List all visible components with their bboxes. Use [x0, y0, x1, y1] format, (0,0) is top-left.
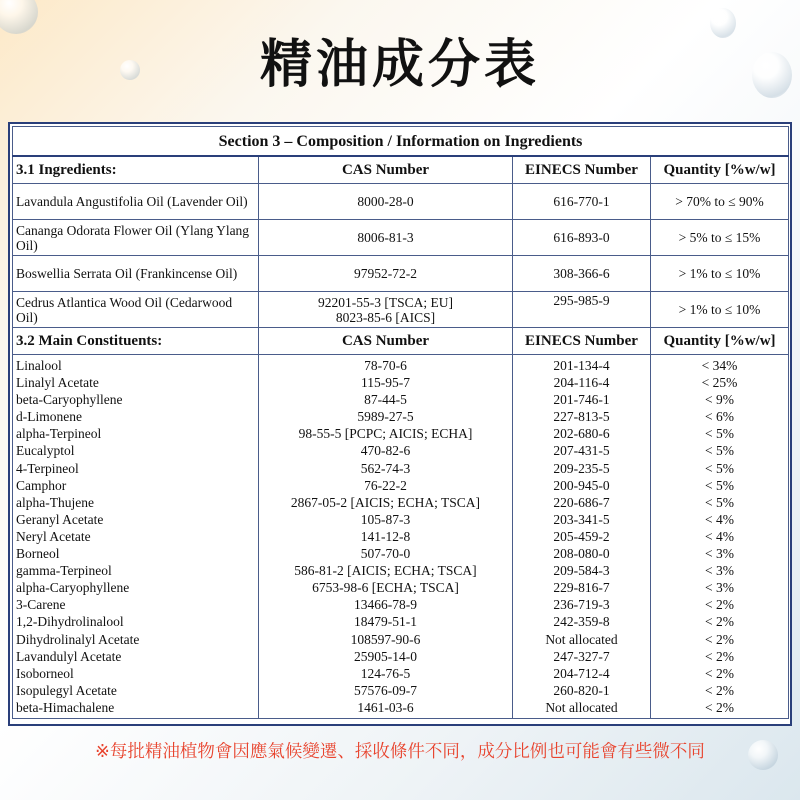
constituent-einecs: 204-712-4 — [553, 665, 610, 681]
constituent-cas: 562-74-3 — [360, 460, 411, 476]
composition-table — [12, 126, 789, 719]
constituent-einecs: 201-746-1 — [553, 392, 610, 408]
constituent-quantity: < 5% — [705, 460, 735, 476]
constituent-names-column — [13, 355, 259, 719]
constituent-name: Linalyl Acetate — [16, 375, 99, 391]
constituent-einecs: Not allocated — [545, 631, 618, 647]
constituent-cas: 1461-03-6 — [357, 699, 414, 715]
constituent-cas: 124-76-5 — [360, 665, 411, 681]
section-title: Section 3 – Composition / Information on Ingredients — [13, 127, 789, 157]
constituent-quantity: < 3% — [705, 563, 735, 579]
constituent-quantity-column — [651, 355, 789, 719]
ingredient-einecs: 295-985-9 — [513, 292, 651, 328]
constituent-einecs: 204-116-4 — [553, 375, 610, 391]
ingredient-row — [13, 292, 789, 328]
constituent-einecs: 227-813-5 — [553, 409, 610, 425]
einecs-number-header: EINECS Number — [513, 328, 651, 355]
ingredient-einecs: 616-770-1 — [513, 184, 651, 220]
ingredient-einecs: 308-366-6 — [513, 256, 651, 292]
ingredient-cas-line: 92201-55-3 [TSCA; EU] — [318, 294, 453, 310]
constituents-header-row — [13, 328, 789, 355]
constituent-einecs: 202-680-6 — [553, 426, 610, 442]
constituent-quantity: < 2% — [705, 614, 735, 630]
ingredient-quantity: > 1% to ≤ 10% — [651, 256, 789, 292]
constituent-name: alpha-Caryophyllene — [16, 580, 130, 596]
ingredient-name: Lavandula Angustifolia Oil (Lavender Oil) — [13, 184, 259, 220]
einecs-number-header: EINECS Number — [513, 156, 651, 184]
constituent-cas: 141-12-8 — [360, 528, 411, 544]
constituent-quantity: < 4% — [705, 511, 735, 527]
constituent-cas: 18479-51-1 — [354, 614, 417, 630]
constituent-name: Geranyl Acetate — [16, 511, 104, 527]
constituent-cas-column — [259, 355, 513, 719]
constituent-einecs: 208-080-0 — [553, 546, 610, 562]
constituent-name: alpha-Terpineol — [16, 426, 102, 442]
constituent-name: Isoborneol — [16, 665, 74, 681]
constituent-quantity: < 6% — [705, 409, 735, 425]
constituent-cas: 2867-05-2 [AICIS; ECHA; TSCA] — [290, 494, 481, 510]
quantity-header: Quantity [%w/w] — [651, 156, 789, 184]
constituent-einecs: 260-820-1 — [553, 682, 610, 698]
quantity-header: Quantity [%w/w] — [651, 328, 789, 355]
constituent-quantity: < 3% — [705, 546, 735, 562]
constituent-cas: 78-70-6 — [364, 358, 407, 373]
constituent-name: beta-Himachalene — [16, 699, 115, 715]
constituent-quantity: < 5% — [705, 477, 735, 493]
constituent-quantity: < 2% — [705, 699, 735, 715]
composition-table-frame — [8, 122, 792, 726]
constituent-cas: 507-70-0 — [360, 546, 411, 562]
constituent-cas: 6753-98-6 [ECHA; TSCA] — [312, 580, 459, 596]
constituent-cas: 115-95-7 — [361, 375, 410, 391]
ingredient-cas: 8000-28-0 — [259, 184, 513, 220]
constituent-cas: 586-81-2 [AICIS; ECHA; TSCA] — [294, 563, 477, 579]
constituent-quantity: < 9% — [705, 392, 735, 408]
footnote: ※每批精油植物會因應氣候變遷、採收條件不同，成分比例也可能會有些微不同 — [95, 742, 705, 762]
ingredient-cas-line: 8023-85-6 [AICS] — [335, 309, 436, 325]
constituent-einecs: 236-719-3 — [553, 597, 610, 613]
constituents-header: 3.2 Main Constituents: — [13, 328, 259, 355]
constituent-cas: 108597-90-6 — [350, 631, 421, 647]
ingredient-row — [13, 184, 789, 220]
constituent-einecs: 229-816-7 — [553, 580, 610, 596]
constituent-einecs: 220-686-7 — [553, 494, 610, 510]
ingredient-name: Cedrus Atlantica Wood Oil (Cedarwood Oil) — [13, 292, 259, 328]
ingredient-quantity: > 5% to ≤ 15% — [651, 220, 789, 256]
ingredients-header: 3.1 Ingredients: — [13, 156, 259, 184]
ingredient-einecs: 616-893-0 — [513, 220, 651, 256]
constituent-quantity: < 2% — [705, 631, 735, 647]
constituents-body-row — [13, 355, 789, 719]
constituent-name: Neryl Acetate — [16, 528, 91, 544]
constituent-name: Eucalyptol — [16, 443, 75, 459]
constituent-quantity: < 25% — [701, 375, 738, 391]
constituent-einecs: Not allocated — [545, 699, 618, 715]
ingredient-row — [13, 220, 789, 256]
constituent-name: Dihydrolinalyl Acetate — [16, 631, 140, 647]
constituent-cas: 57576-09-7 — [354, 682, 417, 698]
ingredient-name: Cananga Odorata Flower Oil (Ylang Ylang Oil) — [13, 220, 259, 256]
constituent-name: Isopulegyl Acetate — [16, 682, 117, 698]
ingredient-cas: 97952-72-2 — [259, 256, 513, 292]
constituent-name: 1,2-Dihydrolinalool — [16, 614, 124, 630]
constituent-cas: 76-22-2 — [364, 477, 407, 493]
constituent-quantity: < 2% — [705, 682, 735, 698]
constituent-name: 3-Carene — [16, 597, 66, 613]
constituent-einecs: 242-359-8 — [553, 614, 610, 630]
constituent-name: beta-Caryophyllene — [16, 392, 123, 408]
constituent-quantity: < 3% — [705, 580, 735, 596]
constituent-quantity: < 5% — [705, 494, 735, 510]
constituent-einecs: 207-431-5 — [553, 443, 610, 459]
constituent-quantity: < 34% — [701, 358, 738, 373]
constituent-quantity: < 2% — [705, 597, 735, 613]
constituent-cas: 105-87-3 — [360, 511, 411, 527]
constituent-einecs: 203-341-5 — [553, 511, 610, 527]
constituent-cas: 13466-78-9 — [354, 597, 417, 613]
ingredient-cas: 8006-81-3 — [259, 220, 513, 256]
constituent-einecs: 247-327-7 — [553, 648, 610, 664]
constituent-cas: 98-55-5 [PCPC; AICIS; ECHA] — [298, 426, 473, 442]
ingredient-name: Boswellia Serrata Oil (Frankincense Oil) — [13, 256, 259, 292]
constituent-name: Camphor — [16, 477, 67, 493]
constituent-name: alpha-Thujene — [16, 494, 94, 510]
constituent-name: Borneol — [16, 546, 60, 562]
ingredient-row — [13, 256, 789, 292]
constituent-name: Linalool — [16, 358, 62, 373]
ingredient-quantity: > 70% to ≤ 90% — [651, 184, 789, 220]
constituent-quantity: < 5% — [705, 443, 735, 459]
constituent-quantity: < 4% — [705, 528, 735, 544]
ingredient-cas — [259, 292, 513, 328]
cas-number-header: CAS Number — [259, 328, 513, 355]
constituent-cas: 87-44-5 — [364, 392, 407, 408]
constituent-einecs: 209-584-3 — [553, 563, 610, 579]
constituent-cas: 25905-14-0 — [354, 648, 417, 664]
ingredient-quantity: > 1% to ≤ 10% — [651, 292, 789, 328]
constituent-quantity: < 5% — [705, 426, 735, 442]
constituent-cas: 5989-27-5 — [357, 409, 414, 425]
constituent-quantity: < 2% — [705, 665, 735, 681]
constituent-einecs: 205-459-2 — [553, 528, 610, 544]
constituent-name: 4-Terpineol — [16, 460, 79, 476]
constituent-quantity: < 2% — [705, 648, 735, 664]
cas-number-header: CAS Number — [259, 156, 513, 184]
constituent-cas: 470-82-6 — [360, 443, 411, 459]
constituent-name: Lavandulyl Acetate — [16, 648, 122, 664]
page-title: 精油成分表 — [259, 35, 540, 95]
constituent-einecs: 201-134-4 — [553, 358, 610, 373]
ingredients-header-row — [13, 156, 789, 184]
constituent-einecs: 200-945-0 — [553, 477, 610, 493]
constituent-name: gamma-Terpineol — [16, 563, 112, 579]
constituent-einecs: 209-235-5 — [553, 460, 610, 476]
constituent-einecs-column — [513, 355, 651, 719]
constituent-name: d-Limonene — [16, 409, 82, 425]
